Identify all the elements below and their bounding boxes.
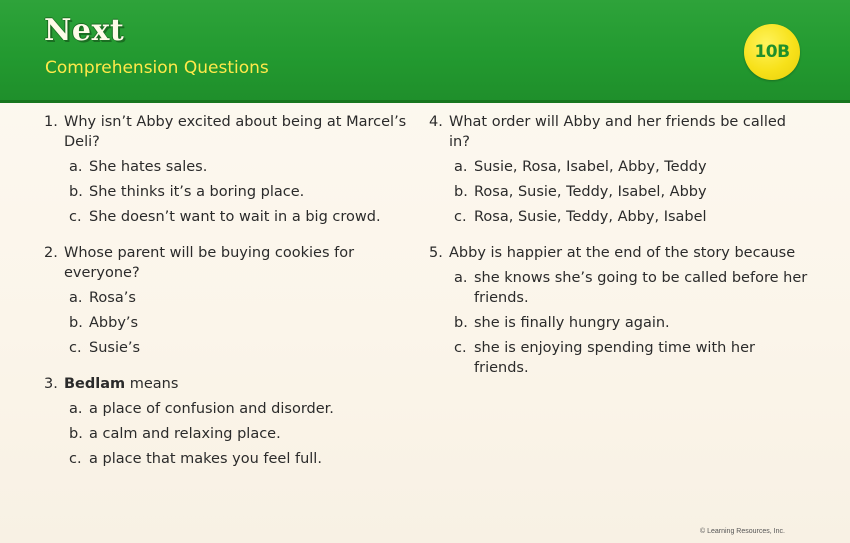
question-4 xyxy=(429,112,809,227)
option-letter: c. xyxy=(69,340,82,356)
option-letter: a. xyxy=(69,290,83,306)
option-text: Rosa, Susie, Teddy, Isabel, Abby xyxy=(474,184,707,200)
header-banner xyxy=(0,0,850,103)
option-text: Susie’s xyxy=(89,340,141,356)
option-text: a place of confusion and disorder. xyxy=(89,401,334,417)
answer-option xyxy=(69,182,419,202)
question-5 xyxy=(429,243,809,378)
answer-options xyxy=(454,157,809,227)
option-letter: b. xyxy=(454,184,468,200)
option-letter: b. xyxy=(69,426,83,442)
answer-option xyxy=(69,313,419,333)
question-text: What order will Abby and her friends be called in? xyxy=(449,114,786,150)
right-column xyxy=(429,112,809,394)
option-letter: b. xyxy=(454,315,468,331)
option-text: She hates sales. xyxy=(89,159,208,175)
vocabulary-word: Bedlam xyxy=(64,376,126,392)
card-subtitle: Comprehension Questions xyxy=(45,58,269,78)
option-letter: a. xyxy=(69,159,83,175)
option-letter: a. xyxy=(454,159,468,175)
option-text: a place that makes you feel full. xyxy=(89,451,322,467)
copyright-notice: © Learning Resources, Inc. xyxy=(700,528,785,535)
question-text: Abby is happier at the end of the story because xyxy=(449,245,796,261)
card-number-label: 10B xyxy=(754,42,790,62)
answer-options xyxy=(69,157,419,227)
option-letter: b. xyxy=(69,184,83,200)
question-text: Whose parent will be buying cookies for everyone? xyxy=(64,245,355,281)
option-letter: b. xyxy=(69,315,83,331)
option-letter: c. xyxy=(69,209,82,225)
answer-option xyxy=(69,424,419,444)
answer-option xyxy=(454,207,809,227)
answer-option xyxy=(69,288,419,308)
option-text: she is enjoying spending time with her friends. xyxy=(474,340,756,376)
option-letter: a. xyxy=(69,401,83,417)
option-text: Susie, Rosa, Isabel, Abby, Teddy xyxy=(474,159,707,175)
option-text: She doesn’t want to wait in a big crowd. xyxy=(89,209,381,225)
card-title: Next xyxy=(44,13,125,48)
answer-option xyxy=(454,313,809,333)
answer-option xyxy=(69,399,419,419)
option-letter: c. xyxy=(454,209,467,225)
option-text: Rosa, Susie, Teddy, Abby, Isabel xyxy=(474,209,707,225)
question-number: 4. xyxy=(429,114,443,130)
answer-option xyxy=(454,338,809,378)
answer-option xyxy=(454,182,809,202)
answer-option xyxy=(69,157,419,177)
question-2 xyxy=(44,243,419,358)
question-number: 1. xyxy=(44,114,58,130)
option-text: Abby’s xyxy=(89,315,139,331)
answer-options xyxy=(69,288,419,358)
option-text: she knows she’s going to be called before her friends. xyxy=(474,270,808,306)
left-column xyxy=(44,112,419,485)
option-letter: c. xyxy=(69,451,82,467)
answer-options xyxy=(69,399,419,469)
question-text: Why isn’t Abby excited about being at Marcel’s Deli? xyxy=(64,114,407,150)
option-text: She thinks it’s a boring place. xyxy=(89,184,305,200)
answer-options xyxy=(454,268,809,378)
answer-option xyxy=(454,157,809,177)
option-text: she is finally hungry again. xyxy=(474,315,670,331)
question-3 xyxy=(44,374,419,469)
question-text xyxy=(64,374,419,394)
answer-option xyxy=(69,207,419,227)
card-number-badge xyxy=(744,24,800,80)
question-number: 5. xyxy=(429,245,443,261)
answer-option xyxy=(69,338,419,358)
question-number: 3. xyxy=(44,376,58,392)
answer-option xyxy=(454,268,809,308)
option-text: a calm and relaxing place. xyxy=(89,426,281,442)
question-text-rest: means xyxy=(125,376,179,392)
option-letter: c. xyxy=(454,340,467,356)
option-text: Rosa’s xyxy=(89,290,136,306)
option-letter: a. xyxy=(454,270,468,286)
answer-option xyxy=(69,449,419,469)
question-number: 2. xyxy=(44,245,58,261)
question-1 xyxy=(44,112,419,227)
